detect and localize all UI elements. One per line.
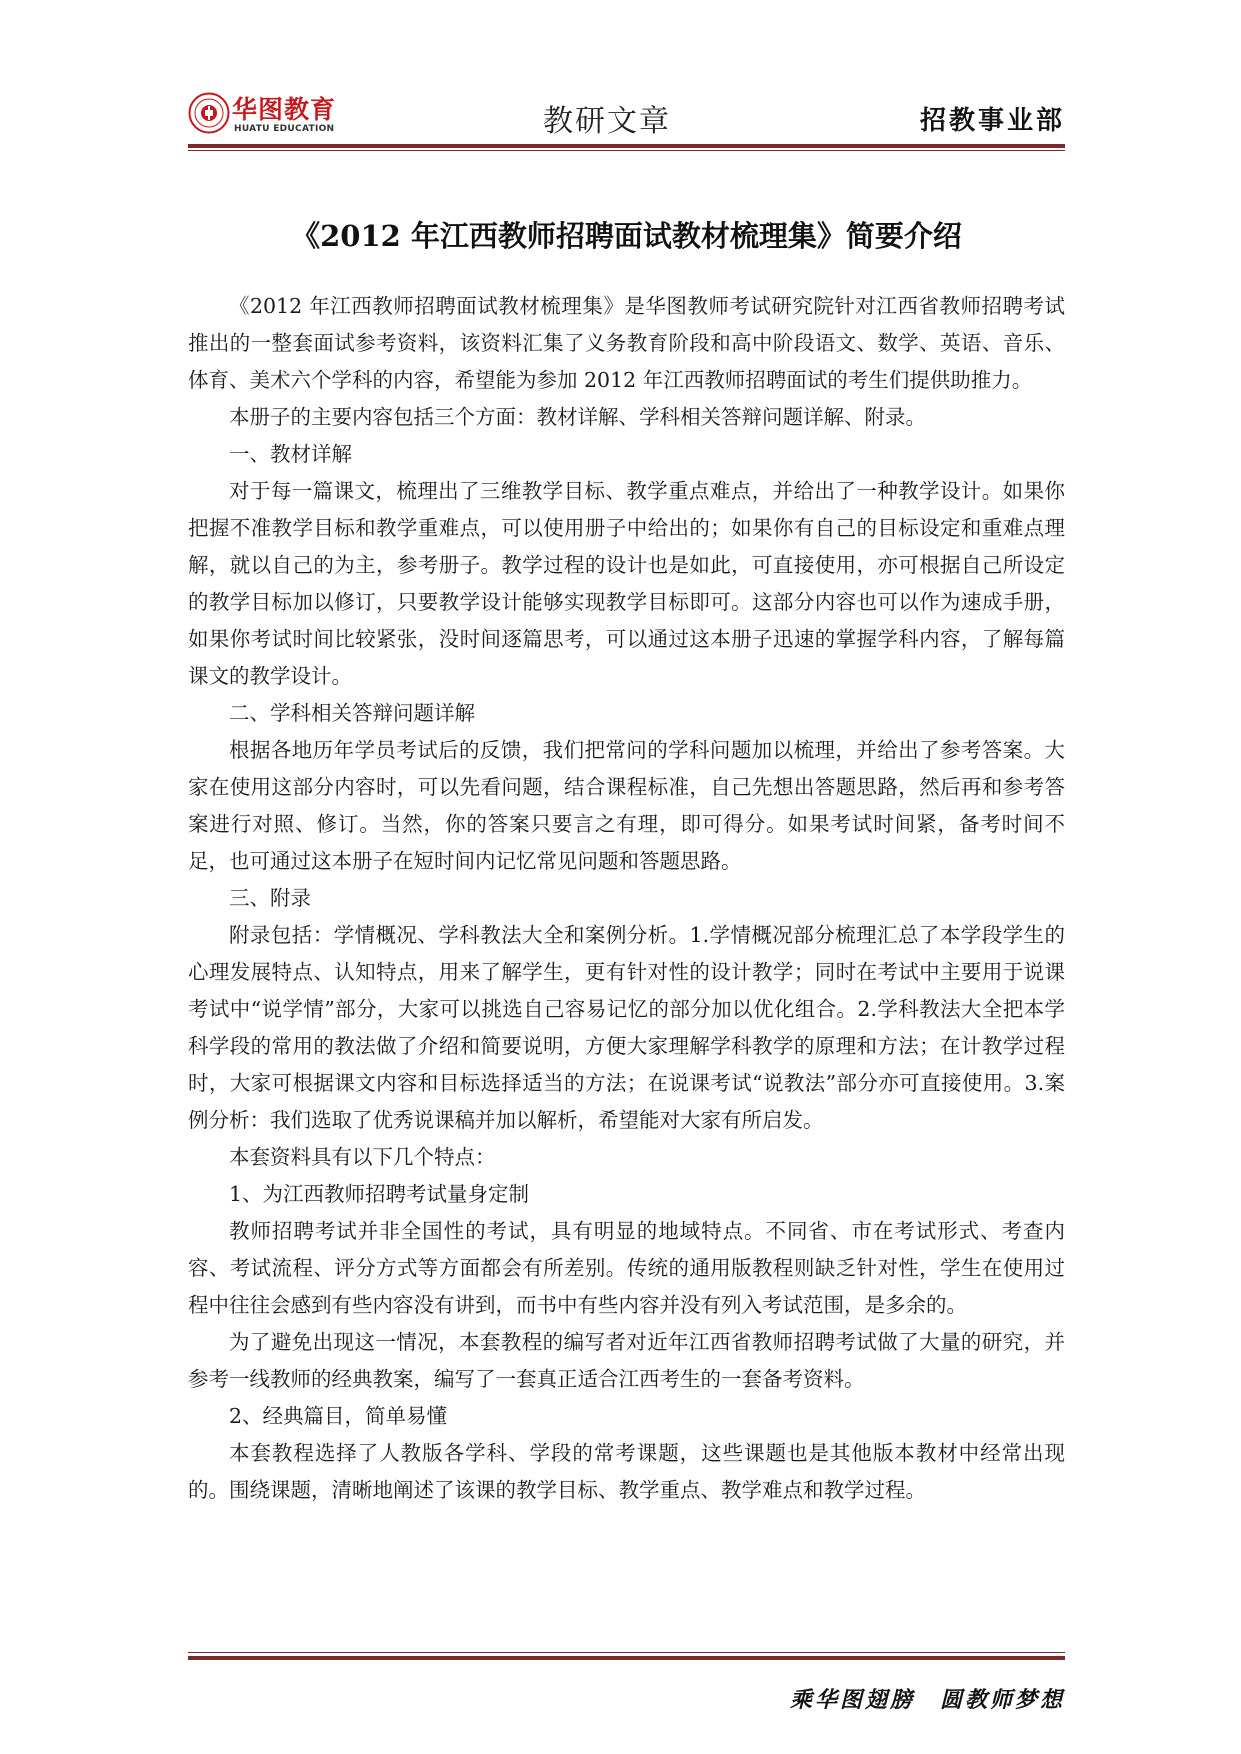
paragraph: 本套资料具有以下几个特点：: [229, 1145, 496, 1169]
footer-rule-thin: [188, 1652, 1065, 1653]
subsection-heading: 1、为江西教师招聘考试量身定制: [229, 1182, 530, 1206]
section-heading: 三、附录: [229, 886, 311, 910]
huatu-logo: [188, 88, 338, 140]
page-header: [188, 80, 1065, 144]
logo-sub-text: HUATU EDUCATION: [234, 124, 335, 134]
footer-rule-thick: [188, 1656, 1065, 1660]
document-title: 《2012 年江西教师招聘面试教材梳理集》简要介绍: [291, 219, 962, 254]
paragraph: 本册子的主要内容包括三个方面：教材详解、学科相关答辩问题详解、附录。: [229, 405, 926, 429]
header-rule-thick: [188, 144, 1065, 148]
paragraph: 教师招聘考试并非全国性的考试，具有明显的地域特点。不同省、市在考试形式、考查内容、考试流程、评分方式等方面都会有所差别。传统的通用版教程则缺乏针对性，学生在使用过程中往往会感到有些内容没有讲到，而书中有些内容并没有列入考试范围，是多余的。: [188, 1219, 1065, 1317]
header-center-title: 教研文章: [543, 104, 671, 139]
section-heading: 二、学科相关答辩问题详解: [229, 701, 475, 725]
paragraph: 对于每一篇课文，梳理出了三维教学目标、教学重点难点，并给出了一种教学设计。如果你把握不准教学目标和教学重难点，可以使用册子中给出的；如果你有自己的目标设定和重难点理解，就以自己的为主，参考册子。教学过程的设计也是如此，可直接使用，亦可根据自己所设定的教学目标加以修订，只要教学设计能够实现教学目标即可。这部分内容也可以作为速成手册，如果你考试时间比较紧张，没时间逐篇思考，可以通过这本册子迅速的掌握学科内容，了解每篇课文的教学设计。: [188, 479, 1065, 688]
logo-brand-text: 华图教育: [232, 95, 337, 124]
paragraph: 本套教程选择了人教版各学科、学段的常考课题，这些课题也是其他版本教材中经常出现的。围绕课题，清晰地阐述了该课的教学目标、教学重点、教学难点和教学过程。: [188, 1441, 1065, 1502]
footer-motto: 乘华图翅膀 圆教师梦想: [789, 1688, 1065, 1713]
section-heading: 一、教材详解: [229, 442, 352, 466]
header-rule-thin: [188, 150, 1065, 151]
school-emblem-icon: [188, 92, 230, 134]
paragraph: 附录包括：学情概况、学科教法大全和案例分析。1.学情概况部分梳理汇总了本学段学生的心理发展特点、认知特点，用来了解学生，更有针对性的设计教学；同时在考试中主要用于说课考试中“说学情”部分，大家可以挑选自己容易记忆的部分加以优化组合。2.学科教法大全把本学科学段的常用的教法做了介绍和简要说明，方便大家理解学科教学的原理和方法；在计教学过程时，大家可根据课文内容和目标选择适当的方法；在说课考试“说教法”部分亦可直接使用。3.案例分析：我们选取了优秀说课稿并加以解析，希望能对大家有所启发。: [188, 923, 1065, 1132]
paragraph: 根据各地历年学员考试后的反馈，我们把常问的学科问题加以梳理，并给出了参考答案。大家在使用这部分内容时，可以先看问题，结合课程标准，自己先想出答题思路，然后再和参考答案进行对照、修订。当然，你的答案只要言之有理，即可得分。如果考试时间紧，备考时间不足，也可通过这本册子在短时间内记忆常见问题和答题思路。: [188, 738, 1065, 873]
header-right-title: 招教事业部: [919, 106, 1065, 136]
document-body: [188, 288, 1065, 1509]
subsection-heading: 2、经典篇目，简单易懂: [229, 1404, 448, 1428]
paragraph: 为了避免出现这一情况，本套教程的编写者对近年江西省教师招聘考试做了大量的研究，并参考一线教师的经典教案，编写了一套真正适合江西考生的一套备考资料。: [188, 1330, 1065, 1391]
paragraph: 《2012 年江西教师招聘面试教材梳理集》是华图教师考试研究院针对江西省教师招聘考试推出的一整套面试参考资料，该资料汇集了义务教育阶段和高中阶段语文、数学、英语、音乐、体育、美术六个学科的内容，希望能为参加 2012 年江西教师招聘面试的考生们提供助推力。: [188, 294, 1065, 392]
